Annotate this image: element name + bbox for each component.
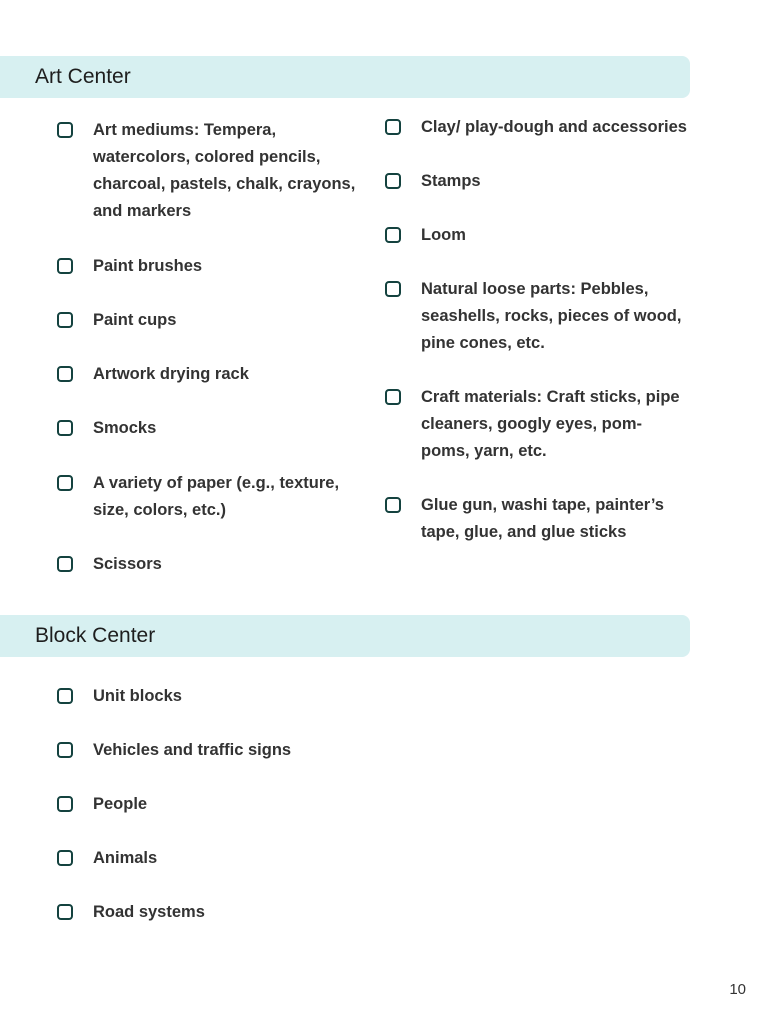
checkbox[interactable] — [385, 119, 401, 135]
art-center-title: Art Center — [35, 65, 131, 88]
checkbox[interactable] — [57, 742, 73, 758]
checklist-item[interactable] — [57, 117, 362, 225]
checklist-item-label: Stamps — [421, 172, 481, 190]
checklist-item[interactable] — [57, 253, 362, 280]
checkbox[interactable] — [57, 420, 73, 436]
checklist-item[interactable] — [57, 307, 362, 334]
checklist-item[interactable] — [57, 683, 457, 710]
checklist-item-label: Vehicles and traffic signs — [93, 741, 292, 759]
checkbox[interactable] — [57, 258, 73, 274]
block-center-header — [0, 615, 690, 657]
checkbox[interactable] — [57, 796, 73, 812]
checklist-item-label: Loom — [421, 226, 466, 244]
checklist-item-label: Unit blocks — [93, 687, 182, 705]
block-center-column — [57, 683, 457, 926]
checklist-item-label: Glue gun, washi tape, painter’s tape, glue, and glue sticks — [421, 496, 664, 541]
checklist-item-label: People — [93, 795, 148, 813]
checkbox[interactable] — [57, 850, 73, 866]
checklist-item-label: Natural loose parts: Pebbles, seashells, rocks, pieces of wood, pine cones, etc. — [421, 280, 682, 352]
checkbox[interactable] — [385, 227, 401, 243]
checkbox[interactable] — [57, 904, 73, 920]
checkbox[interactable] — [385, 389, 401, 405]
checklist-item-label: Animals — [93, 849, 158, 867]
checklist-item[interactable] — [385, 222, 705, 249]
checklist-item[interactable] — [385, 276, 685, 357]
checklist-item[interactable] — [385, 492, 685, 546]
checkbox[interactable] — [385, 173, 401, 189]
checklist-item[interactable] — [385, 114, 705, 141]
checkbox[interactable] — [385, 497, 401, 513]
checklist-item[interactable] — [57, 791, 457, 818]
checklist-item[interactable] — [385, 384, 685, 465]
checklist-item[interactable] — [57, 470, 362, 524]
block-center-title: Block Center — [35, 624, 156, 647]
checklist-item-label: Paint cups — [93, 311, 177, 329]
checklist-item-label: Craft materials: Craft sticks, pipe cleaners, googly eyes, pom-poms, yarn, etc. — [421, 388, 680, 460]
checklist-item[interactable] — [57, 415, 362, 442]
checkbox[interactable] — [385, 281, 401, 297]
checkbox[interactable] — [57, 122, 73, 138]
checkbox[interactable] — [57, 688, 73, 704]
checkbox[interactable] — [57, 475, 73, 491]
art-center-header — [0, 56, 690, 98]
checklist-item[interactable] — [57, 899, 457, 926]
art-center-left-column — [57, 117, 362, 578]
checklist-item[interactable] — [57, 361, 362, 388]
checkbox[interactable] — [57, 366, 73, 382]
checklist-item[interactable] — [57, 845, 457, 872]
art-center-right-column — [385, 114, 705, 546]
checklist-item-label: Road systems — [93, 903, 205, 921]
checklist-item-label: A variety of paper (e.g., texture, size, colors, etc.) — [93, 474, 340, 519]
checklist-item-label: Smocks — [93, 419, 157, 437]
checklist-item[interactable] — [385, 168, 705, 195]
checkbox[interactable] — [57, 312, 73, 328]
checklist-item-label: Art mediums: Tempera, watercolors, colored pencils, charcoal, pastels, chalk, crayons, and markers — [93, 121, 356, 220]
checklist-item-label: Scissors — [93, 555, 162, 573]
checklist-item-label: Clay/ play-dough and accessories — [421, 118, 687, 136]
checklist-item-label: Paint brushes — [93, 257, 203, 275]
checklist-item-label: Artwork drying rack — [93, 365, 249, 383]
checkbox[interactable] — [57, 556, 73, 572]
checklist-item[interactable] — [57, 551, 362, 578]
page-number: 10 — [729, 981, 746, 998]
checklist-item[interactable] — [57, 737, 457, 764]
